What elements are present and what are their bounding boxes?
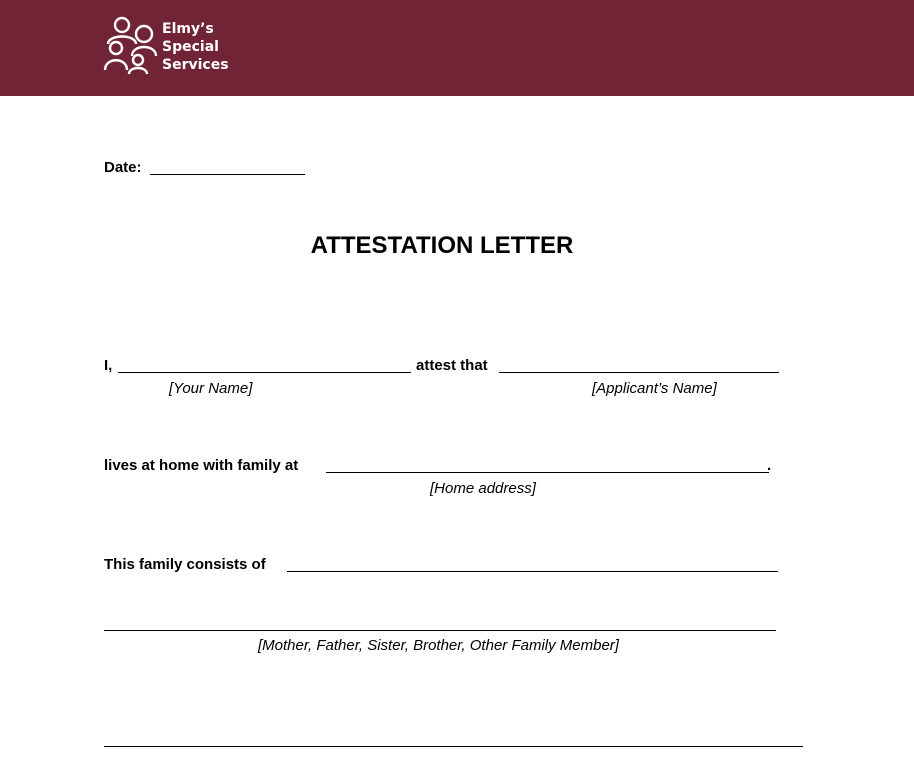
family-members-blank-2[interactable] (104, 630, 776, 631)
page-title: ATTESTATION LETTER (310, 232, 574, 259)
logo-line-2: Special (162, 39, 219, 55)
family-group-icon (102, 14, 160, 74)
family-members-blank-1[interactable] (287, 571, 778, 572)
date-label: Date: (104, 159, 142, 176)
brand-logo (162, 20, 229, 74)
header-banner (0, 0, 914, 96)
logo-line-1: Elmy’s (162, 21, 214, 37)
home-address-blank[interactable] (326, 472, 769, 473)
hint-family-members: [Mother, Father, Sister, Brother, Other Family Member] (258, 637, 619, 654)
hint-your-name: [Your Name] (169, 380, 253, 397)
applicant-name-blank[interactable] (499, 372, 779, 373)
your-name-blank[interactable] (118, 372, 411, 373)
date-blank[interactable] (150, 174, 305, 175)
hint-home-address: [Home address] (430, 480, 536, 497)
line1-prefix: I, (104, 357, 113, 374)
logo-line-3: Services (162, 57, 229, 73)
line2-prefix: lives at home with family at (104, 457, 299, 474)
hint-applicant-name: [Applicant’s Name] (592, 380, 717, 397)
additional-blank[interactable] (104, 746, 803, 747)
line2-suffix: . (767, 457, 772, 474)
line1-middle: attest that (416, 357, 488, 374)
line3-prefix: This family consists of (104, 556, 266, 573)
